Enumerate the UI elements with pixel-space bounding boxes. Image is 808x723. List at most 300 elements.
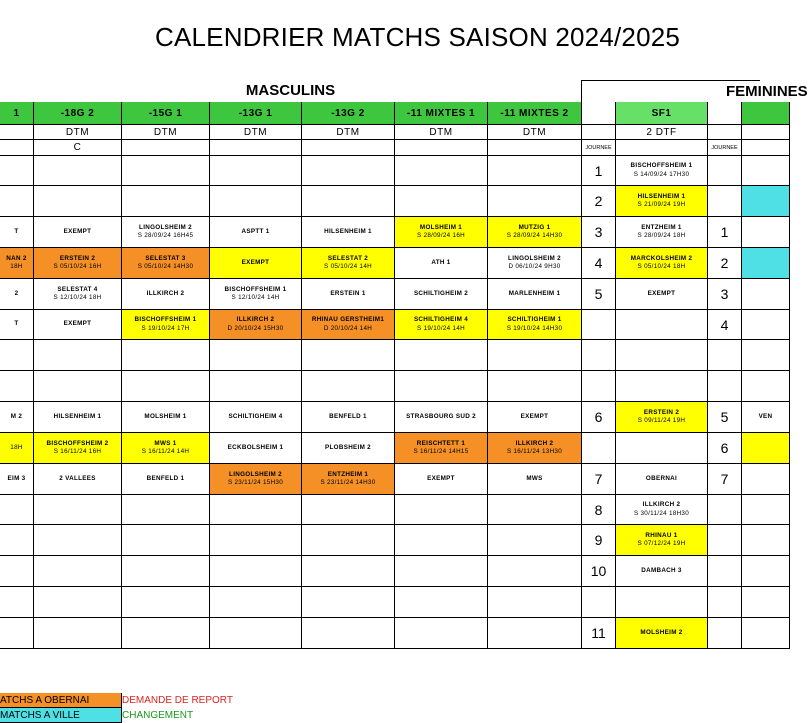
match-cell [742,402,790,433]
match-date: 18H [10,263,23,270]
match-cell [0,156,34,186]
journee-number [708,495,742,525]
opponent-name: REISCHTETT 1 [416,439,466,447]
match-date: S 21/09/24 19H [637,201,686,208]
match-cell [395,495,488,525]
match-cell [122,525,210,556]
match-cell [0,495,34,525]
team-level [582,125,616,140]
match-date: S 19/10/24 17H [141,324,190,332]
team-level: 2 DTF [616,125,708,140]
match-cell [302,402,395,433]
journee-number: 6 [582,402,616,433]
journee-number: 11 [582,618,616,649]
opponent-name: EXEMPT [63,227,92,235]
match-date: S 16/11/24 14H [141,448,190,455]
journee-number [708,525,742,556]
match-date: S 28/09/24 16H45 [137,232,194,239]
match-cell [0,279,34,310]
team-header [742,102,790,125]
match-cell [210,248,302,279]
match-cell [0,340,34,371]
journee-number: 7 [708,464,742,495]
match-cell [395,433,488,464]
match-date: S 28/09/24 16H [417,232,465,239]
legend-item: MATCHS A VILLE [0,708,122,723]
opponent-name: STRASBOURG SUD 2 [406,412,476,420]
match-cell [210,402,302,433]
journee-label: JOURNEE [708,140,742,156]
journee-number: 5 [708,402,742,433]
match-cell [34,495,122,525]
opponent-name: ASPTT 1 [241,227,270,235]
legend-item: DEMANDE DE REPORT [122,695,233,706]
match-cell [0,587,34,618]
team-note [0,140,34,156]
team-note [122,140,210,156]
match-cell [210,186,302,217]
opponent-name: ILLKIRCH 2 [515,439,554,447]
opponent-name: RHINAU 1 [645,531,678,539]
divider [581,80,582,102]
journee-number [708,156,742,186]
match-cell [122,310,210,340]
match-date: D 20/10/24 14H [323,324,373,332]
match-cell [0,248,34,279]
opponent-name: 2 [14,289,19,297]
match-cell [302,156,395,186]
match-cell [122,464,210,495]
match-cell [488,464,582,495]
opponent-name: HILSENHEIM 1 [53,412,102,420]
team-header: SF1 [616,102,708,125]
team-header [708,102,742,125]
team-header: -11 MIXTES 1 [395,102,488,125]
match-cell [34,618,122,649]
journee-number [708,618,742,649]
match-cell [395,248,488,279]
team-level: DTM [395,125,488,140]
match-date: S 12/10/24 18H [53,294,102,301]
match-date: D 06/10/24 9H30 [508,263,561,270]
match-cell [210,525,302,556]
match-cell [0,186,34,217]
journee-number [582,340,616,371]
opponent-name: M 2 [10,412,23,420]
team-level [742,125,790,140]
opponent-name: HILSENHEIM 1 [324,227,372,235]
match-cell [616,186,708,217]
match-cell [302,371,395,402]
match-date: S 05/10/24 14H30 [137,263,194,270]
opponent-name: NAN 2 [6,254,27,262]
match-date: S 12/10/24 14H [231,294,280,301]
team-level: DTM [122,125,210,140]
match-cell [210,556,302,587]
match-cell [0,525,34,556]
match-cell [34,525,122,556]
team-note [616,140,708,156]
opponent-name: ATH 1 [431,258,451,266]
match-cell [616,248,708,279]
opponent-name: OBERNAI [645,474,678,482]
match-cell [122,279,210,310]
team-level: DTM [34,125,122,140]
match-cell [210,340,302,371]
match-cell [0,556,34,587]
opponent-name: SELESTAT 4 [57,285,98,293]
journee-number: 5 [582,279,616,310]
match-cell [742,340,790,371]
journee-number [708,340,742,371]
match-cell [122,495,210,525]
team-level: DTM [210,125,302,140]
match-cell [488,340,582,371]
match-date: S 28/09/24 18H [637,232,686,239]
match-cell [616,464,708,495]
match-cell [742,618,790,649]
opponent-name: LINGOLSHEIM 2 [508,254,561,262]
match-cell [210,433,302,464]
legend-item: CHANGEMENT [122,710,194,721]
match-cell [122,186,210,217]
match-cell [742,156,790,186]
team-note [210,140,302,156]
match-cell [122,618,210,649]
journee-number: 2 [582,186,616,217]
team-header: -13G 1 [210,102,302,125]
match-cell [34,217,122,248]
match-cell [395,340,488,371]
match-cell [742,433,790,464]
match-date: S 09/11/24 19H [637,417,686,424]
match-cell [34,464,122,495]
match-cell [302,248,395,279]
match-cell [0,310,34,340]
match-cell [34,310,122,340]
match-cell [488,310,582,340]
opponent-name: EXEMPT [520,412,549,420]
team-header: -13G 2 [302,102,395,125]
opponent-name: DAMBACH 3 [641,566,682,574]
match-cell [34,248,122,279]
opponent-name: ERSTEIN 2 [643,408,680,416]
journee-number [708,371,742,402]
match-date: S 23/11/24 14H30 [320,479,376,486]
journee-number: 4 [708,310,742,340]
match-cell [0,371,34,402]
journee-number [582,433,616,464]
match-cell [0,464,34,495]
match-cell [488,186,582,217]
match-cell [302,464,395,495]
opponent-name: T [14,227,19,235]
opponent-name: MARLENHEIM 1 [508,289,561,297]
match-cell [0,402,34,433]
match-cell [395,525,488,556]
match-cell [210,587,302,618]
match-cell [395,556,488,587]
match-cell [34,587,122,618]
team-note [395,140,488,156]
match-cell [210,279,302,310]
match-cell [34,156,122,186]
match-cell [616,371,708,402]
opponent-name: BENFELD 1 [329,412,367,420]
match-cell [122,371,210,402]
opponent-name: LINGOLSHEIM 2 [229,470,282,478]
opponent-name: EXEMPT [427,474,455,482]
match-cell [0,618,34,649]
opponent-name: SCHILTIGHEIM 4 [413,316,469,323]
opponent-name: MOLSHEIM 2 [640,628,683,636]
opponent-name: ILLKIRCH 2 [146,289,185,297]
opponent-name: ECKBOLSHEIM 1 [227,443,284,451]
match-cell [210,156,302,186]
match-cell [34,279,122,310]
journee-number [582,310,616,340]
match-cell [34,556,122,587]
match-date: S 14/09/24 17H30 [633,170,690,178]
match-cell [122,433,210,464]
team-note: C [34,140,122,156]
opponent-name: MOLSHEIM 1 [419,223,463,231]
match-cell [742,587,790,618]
opponent-name: LINGOLSHEIM 2 [139,223,192,231]
legend-item: ATCHS A OBERNAI [0,693,122,708]
match-cell [742,248,790,279]
opponent-name: SCHILTIGHEIM 1 [507,316,562,323]
match-cell [488,556,582,587]
opponent-name: MUTZIG 1 [518,223,551,231]
match-cell [210,310,302,340]
section-header-masculins: MASCULINS [245,82,336,99]
match-cell [302,279,395,310]
match-cell [34,340,122,371]
match-cell [0,217,34,248]
match-cell [302,340,395,371]
team-header: -11 MIXTES 2 [488,102,582,125]
match-cell [488,279,582,310]
match-cell [122,587,210,618]
match-cell [302,433,395,464]
match-date: 18H [10,443,23,451]
match-cell [302,186,395,217]
match-cell [616,525,708,556]
team-level [0,125,34,140]
team-header: -15G 1 [122,102,210,125]
match-cell [616,587,708,618]
team-header: -18G 2 [34,102,122,125]
match-cell [616,433,708,464]
match-cell [122,340,210,371]
match-cell [616,310,708,340]
match-cell [742,310,790,340]
opponent-name: EXEMPT [241,258,270,266]
match-cell [302,525,395,556]
match-cell [616,217,708,248]
opponent-name: EXEMPT [647,289,676,297]
journee-number: 7 [582,464,616,495]
opponent-name: MOLSHEIM 1 [144,412,187,420]
journee-number [582,587,616,618]
match-cell [616,556,708,587]
match-cell [488,402,582,433]
opponent-name: 2 VALLEES [59,474,96,482]
match-cell [616,340,708,371]
match-cell [616,279,708,310]
match-cell [488,433,582,464]
opponent-name: SCHILTIGHEIM 2 [413,289,469,297]
match-cell [742,186,790,217]
match-cell [122,556,210,587]
match-cell [395,587,488,618]
match-cell [122,402,210,433]
match-date: S 05/10/24 16H [53,263,102,270]
match-date: S 16/11/24 16H [53,448,102,455]
opponent-name: MWS 1 [154,439,177,447]
opponent-name: SCHILTIGHEIM 4 [228,412,283,420]
team-level [708,125,742,140]
match-cell [742,525,790,556]
match-cell [395,371,488,402]
opponent-name: BENFELD 1 [146,474,185,482]
opponent-name: ENTZHEIM 1 [641,223,682,231]
opponent-name: PLOBSHEIM 2 [325,443,371,451]
match-cell [488,371,582,402]
match-cell [302,587,395,618]
team-header: 1 [0,102,34,125]
match-date: S 05/10/24 18H [637,263,686,270]
opponent-name: MWS [526,474,543,482]
match-date: S 23/11/24 15H30 [227,479,284,486]
journee-label: JOURNEE [582,140,616,156]
opponent-name: VEN [758,412,773,420]
match-cell [122,156,210,186]
page-title: CALENDRIER MATCHS SAISON 2024/2025 [155,22,681,52]
match-cell [488,525,582,556]
opponent-name: ILLKIRCH 2 [642,501,681,508]
match-date: S 16/11/24 14H15 [413,448,469,455]
match-cell [210,495,302,525]
match-cell [616,618,708,649]
match-cell [122,217,210,248]
journee-number: 2 [708,248,742,279]
match-cell [395,279,488,310]
journee-number [708,556,742,587]
opponent-name: BISCHOFFSHEIM 1 [630,162,693,169]
opponent-name: HILSENHEIM 1 [637,192,686,200]
match-cell [488,587,582,618]
match-cell [742,495,790,525]
team-note [488,140,582,156]
match-cell [34,433,122,464]
match-cell [742,279,790,310]
opponent-name: ENTZHEIM 1 [327,470,369,478]
journee-number: 1 [708,217,742,248]
match-cell [302,495,395,525]
match-cell [395,217,488,248]
match-cell [395,402,488,433]
match-date: S 28/09/24 14H30 [506,232,563,239]
team-level: DTM [302,125,395,140]
opponent-name: SELESTAT 2 [327,254,369,262]
match-cell [34,402,122,433]
section-header-feminines: FEMININES [581,80,760,102]
match-cell [616,402,708,433]
team-note [742,140,790,156]
journee-number: 8 [582,495,616,525]
match-cell [0,433,34,464]
opponent-name: MARCKOLSHEIM 2 [630,254,693,262]
match-cell [488,248,582,279]
journee-number: 4 [582,248,616,279]
match-cell [395,464,488,495]
match-date: S 16/11/24 13H30 [506,448,563,455]
journee-number: 6 [708,433,742,464]
opponent-name: EXEMPT [63,320,92,328]
match-date: D 20/10/24 15H30 [227,324,284,332]
match-cell [616,156,708,186]
match-cell [488,495,582,525]
match-cell [742,556,790,587]
match-cell [210,217,302,248]
journee-number [708,186,742,217]
match-cell [210,464,302,495]
opponent-name: EIM 3 [7,474,26,482]
match-cell [302,618,395,649]
journee-number: 9 [582,525,616,556]
match-cell [395,156,488,186]
match-date: S 05/10/24 14H [324,263,372,270]
opponent-name: BISCHOFFSHEIM 2 [46,439,109,447]
match-date: S 07/12/24 19H [637,540,686,547]
match-cell [210,618,302,649]
opponent-name: BISCHOFFSHEIM 1 [134,316,197,323]
match-date: S 19/10/24 14H [417,324,465,332]
match-cell [488,618,582,649]
opponent-name: T [14,320,19,328]
journee-number: 3 [582,217,616,248]
opponent-name: RHINAU GERSTHEIM1 [311,316,385,323]
journee-number: 10 [582,556,616,587]
match-cell [395,186,488,217]
opponent-name: SELESTAT 3 [145,254,186,262]
opponent-name: BISCHOFFSHEIM 1 [224,285,287,293]
opponent-name: ERSTEIN 1 [330,289,366,297]
match-cell [742,371,790,402]
match-cell [395,618,488,649]
match-cell [302,556,395,587]
match-cell [34,371,122,402]
journee-number: 3 [708,279,742,310]
team-header [582,102,616,125]
journee-number [708,587,742,618]
journee-number [582,371,616,402]
match-cell [210,371,302,402]
match-cell [395,310,488,340]
opponent-name: ILLKIRCH 2 [236,316,275,323]
team-level: DTM [488,125,582,140]
match-date: S 30/11/24 18H30 [633,509,690,517]
match-cell [488,156,582,186]
match-cell [616,495,708,525]
match-date: S 19/10/24 14H30 [506,324,563,332]
match-cell [302,310,395,340]
journee-number: 1 [582,156,616,186]
match-cell [122,248,210,279]
match-cell [742,217,790,248]
